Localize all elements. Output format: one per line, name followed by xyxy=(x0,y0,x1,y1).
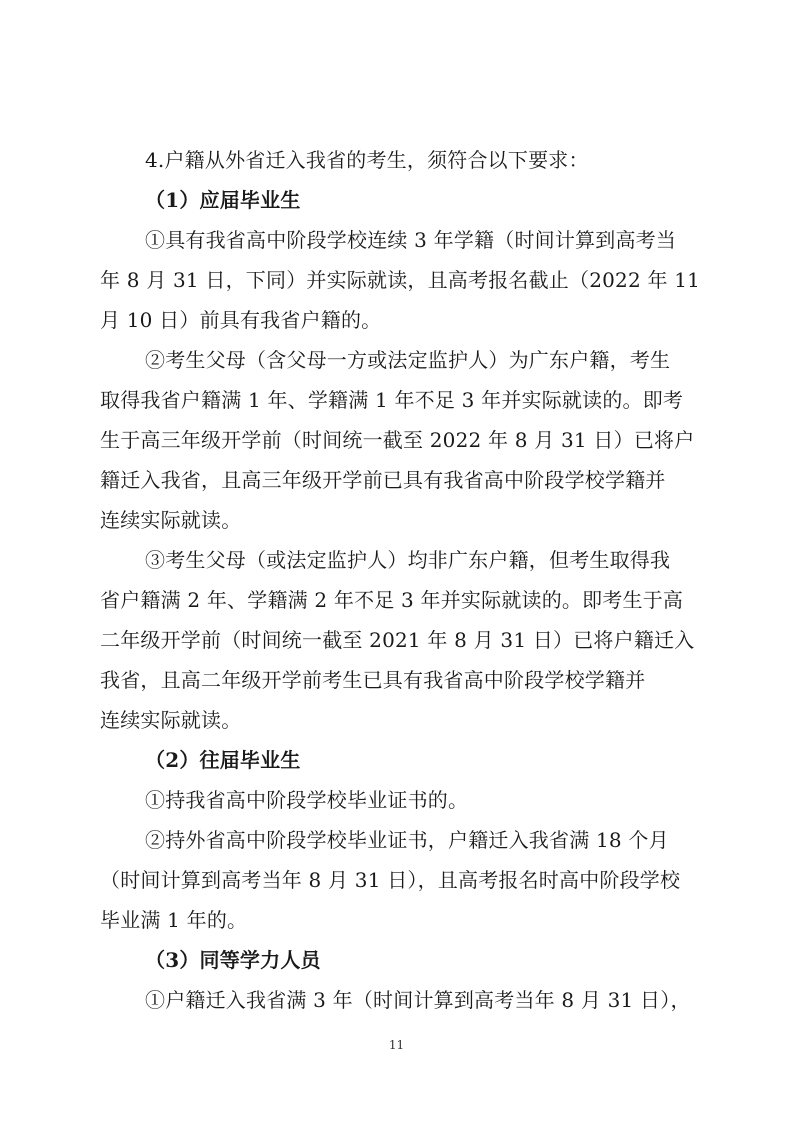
page-number: 11 xyxy=(388,1038,405,1052)
text-line: ②持外省高中阶段学校毕业证书，户籍迁入我省满 18 个月 xyxy=(145,828,669,852)
section-3-heading: （3）同等学力人员 xyxy=(145,948,321,972)
text-line: 生于高三年级开学前（时间统一截至 2022 年 8 月 31 日）已将户 xyxy=(100,428,695,452)
paragraph-4-heading: 4.户籍从外省迁入我省的考生，须符合以下要求： xyxy=(145,148,589,172)
section-2-heading: （2）往届毕业生 xyxy=(145,748,301,772)
text-line: ②考生父母（含父母一方或法定监护人）为广东户籍，考生 xyxy=(145,348,671,372)
text-line: ①具有我省高中阶段学校连续 3 年学籍（时间计算到高考当 xyxy=(145,228,677,252)
text-line: ③考生父母（或法定监护人）均非广东户籍，但考生取得我 xyxy=(145,548,671,572)
text-line: 毕业满 1 年的。 xyxy=(100,908,248,932)
text-line: 我省，且高二年级开学前考生已具有我省高中阶段学校学籍并 xyxy=(100,668,646,692)
text-line: 年 8 月 31 日，下同）并实际就读，且高考报名截止（2022 年 11 xyxy=(100,268,701,292)
text-line: ①持我省高中阶段学校毕业证书的。 xyxy=(145,788,469,812)
text-line: 省户籍满 2 年、学籍满 2 年不足 3 年并实际就读的。即考生于高 xyxy=(100,588,684,612)
text-line: 二年级开学前（时间统一截至 2021 年 8 月 31 日）已将户籍迁入 xyxy=(100,628,695,652)
text-line: ①户籍迁入我省满 3 年（时间计算到高考当年 8 月 31 日）， xyxy=(145,988,691,1012)
section-1-heading: （1）应届毕业生 xyxy=(145,188,301,212)
text-line: 取得我省户籍满 1 年、学籍满 1 年不足 3 年并实际就读的。即考 xyxy=(100,388,684,412)
text-line: 月 10 日）前具有我省户籍的。 xyxy=(100,308,382,332)
text-line: 籍迁入我省，且高三年级开学前已具有我省高中阶段学校学籍并 xyxy=(100,468,666,492)
text-line: 连续实际就读。 xyxy=(100,708,242,732)
text-line: （时间计算到高考当年 8 月 31 日），且高考报名时高中阶段学校 xyxy=(100,868,681,892)
text-line: 连续实际就读。 xyxy=(100,508,242,532)
